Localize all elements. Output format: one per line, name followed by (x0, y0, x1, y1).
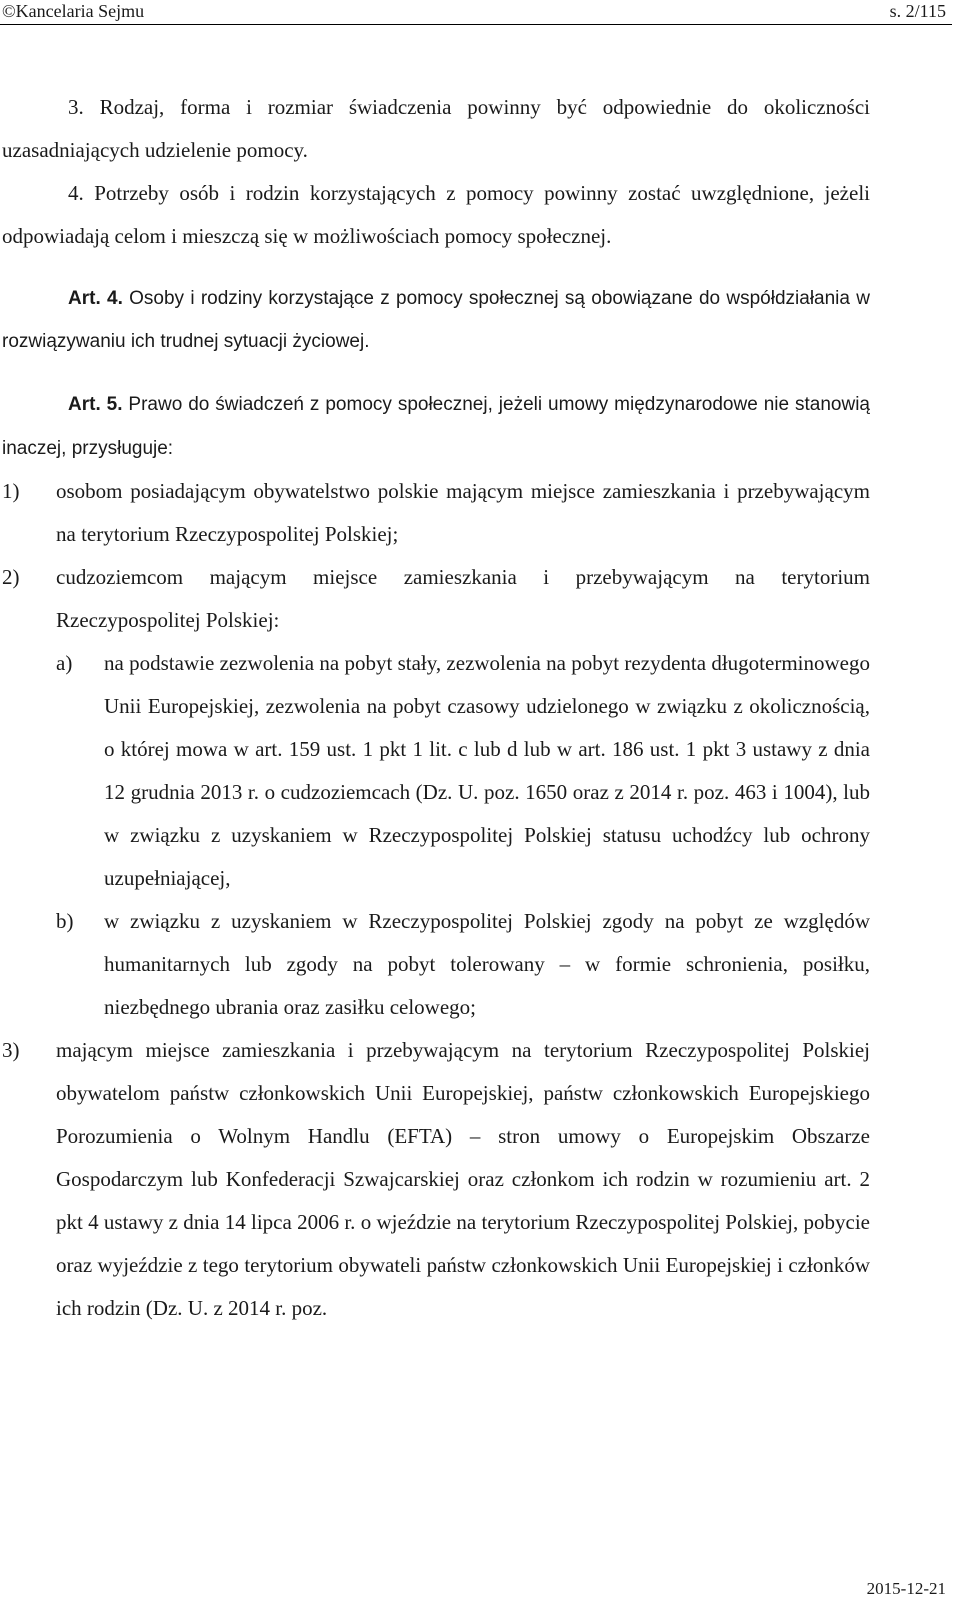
paragraph-4: 4. Potrzeby osób i rodzin korzystających z pomocy powinny zostać uwzględnione, jeżeli odpowiadają celom i mieszczą się w możliwościach pomocy społecznej. (2, 181, 870, 248)
document-body (2, 86, 870, 1330)
subitem-label: a) (56, 651, 73, 675)
item-text: mającym miejsce zamieszkania i przebywającym na terytorium Rzeczypospolitej Polskiej obywatelom państw członkowskich Unii Europejskiej, państw członkowskich Europejskiego Porozumienia o Wolnym Handlu (EFTA) – stron umowy o Europejskim Obszarze Gospodarczym lub Konfederacji Szwajcarskiej oraz członkom ich rodzin w rozumieniu art. 2 pkt 4 ustawy z dnia 14 lipca 2006 r. o wjeździe na terytorium Rzeczypospolitej Polskiej, pobycie oraz wyjeździe z tego terytorium obywateli państw członkowskich Unii Europejskiej i członków ich rodzin (Dz. U. z 2014 r. poz. (56, 1038, 870, 1320)
subitem-text: w związku z uzyskaniem w Rzeczypospolitej Polskiej zgody na pobyt ze względów humanitarnych lub zgody na pobyt tolerowany – w formie schronienia, posiłku, niezbędnego ubrania oraz zasiłku celowego; (104, 909, 870, 1019)
article-5-item-3 (2, 1029, 870, 1330)
subitem-text: na podstawie zezwolenia na pobyt stały, zezwolenia na pobyt rezydenta długoterminowego Unii Europejskiej, zezwolenia na pobyt czasowy udzielonego w związku z okolicznością, o której mowa w art. 159 ust. 1 pkt 1 lit. c lub d lub w art. 186 ust. 1 pkt 3 ustawy z dnia 12 grudnia 2013 r. o cudzoziemcach (Dz. U. poz. 1650 oraz z 2014 r. poz. 463 i 1004), lub w związku z uzyskaniem w Rzeczypospolitej Polskiej statusu uchodźcy lub ochrony uzupełniającej, (104, 651, 870, 890)
article-5-text: Prawo do świadczeń z pomocy społecznej, jeżeli umowy międzynarodowe nie stanowią inaczej, przysługuje: (2, 394, 870, 459)
header-page-number: s. 2/115 (889, 1, 946, 21)
subitem-label: b) (56, 909, 74, 933)
article-5-item-2-b (56, 900, 870, 1029)
item-label: 2) (2, 565, 20, 589)
article-5-item-1 (2, 470, 870, 556)
article-5-intro (2, 382, 870, 470)
article-5-item-2 (2, 556, 870, 642)
item-text: cudzoziemcom mającym miejsce zamieszkania i przebywającym na terytorium Rzeczypospolitej Polskiej: (56, 565, 870, 632)
item-text: osobom posiadającym obywatelstwo polskie mającym miejsce zamieszkania i przebywającym na terytorium Rzeczypospolitej Polskiej; (56, 479, 870, 546)
item-label: 1) (2, 479, 20, 503)
header-divider (0, 24, 952, 25)
article-4-text: Osoby i rodziny korzystające z pomocy społecznej są obowiązane do współdziałania w rozwiązywaniu ich trudnej sytuacji życiowej. (2, 288, 870, 352)
article-4 (2, 277, 870, 363)
article-5-item-2-a (56, 642, 870, 900)
item-label: 3) (2, 1038, 20, 1062)
article-4-heading: Art. 4. (68, 288, 123, 309)
paragraph-3: 3. Rodzaj, forma i rozmiar świadczenia powinny być odpowiednie do okoliczności uzasadniających udzielenie pomocy. (2, 95, 870, 162)
article-5-heading: Art. 5. (68, 394, 123, 415)
header-source: ©Kancelaria Sejmu (2, 1, 145, 21)
footer-date: 2015-12-21 (866, 1579, 946, 1598)
